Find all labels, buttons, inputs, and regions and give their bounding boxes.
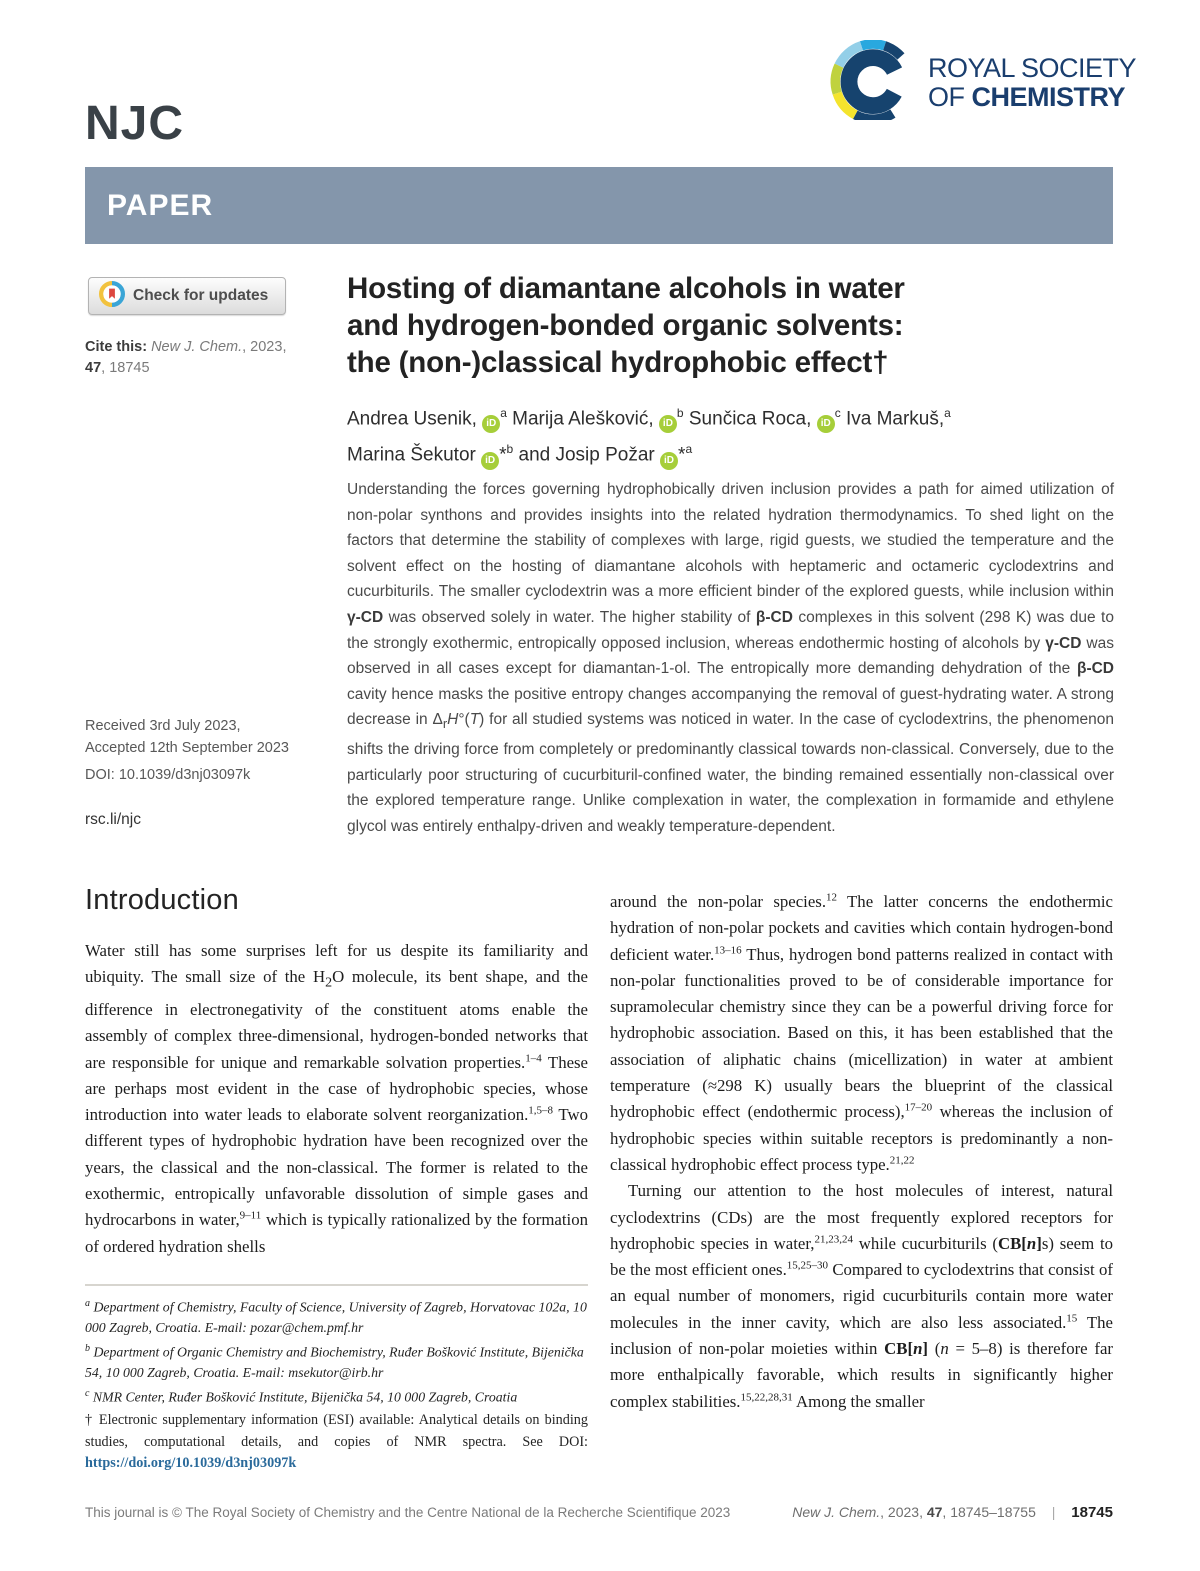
journal-url: rsc.li/njc xyxy=(85,811,141,828)
journal-logo: NJC xyxy=(85,97,185,150)
paper-banner xyxy=(85,167,1113,244)
esi-note: † Electronic supplementary information (ESI) available: Analytical details on binding studies, computational details, and copies of NMR spectra. See DOI: https://doi.org/10.1039/d3nj03097k xyxy=(85,1411,588,1472)
intro-column-right xyxy=(610,889,1113,1415)
author-list: Andrea Usenik, $iD^a$ Marija Alešković, $iD^b$ Sunčica Roca, $iD^c$ Iva Markuš,$^a$ Marina Šekutor iD *$^b$ and Josip Požar iD *$^a$ xyxy=(347,398,1122,471)
orcid-icon: iD xyxy=(659,415,677,433)
crossmark-icon xyxy=(99,281,125,312)
abstract: Understanding the forces governing hydrophobically driven inclusion provides a path for aimed utilization of non-polar synthons and provides insights into the related hydration thermodynamics. To shed light on the factors that determine the stability of complexes with large, rigid guests, we studied the temperature and the solvent effect on the hosting of diamantane alcohols with heptameric and octameric cyclodextrins and cucurbiturils. The smaller cyclodextrin was a more efficient binder of the explored guests, while inclusion within γ-CD was observed solely in water. The higher stability of β-CD complexes in this solvent (298 K) was due to the strongly exothermic, entropically opposed inclusion, whereas endothermic hosting of alcohols by γ-CD was observed in all cases except for diamantan-1-ol. The entropically more demanding dehydration of the β-CD cavity hence masks the positive entropy changes accompanying the removal of guest-hydrating water. A strong decrease in $\Delta_rH^\circ(T)$ for all studied systems was noticed in water. In the case of cyclodextrins, the phenomenon shifts the driving force from completely or predominantly classical towards non-classical. Conversely, due to the particularly poor structuring of cucurbituril-confined water, the binding remained essentially non-classical over the explored temperature range. Unlike complexation in water, the complexation in formamide and ethylene glycol was entirely enthalpy-driven and weakly temperature-dependent. xyxy=(347,481,1114,835)
check-for-updates-button[interactable] xyxy=(88,277,286,315)
affiliation-b: $^b$ Department of Organic Chemistry and Biochemistry, Ruđer Bošković Institute, Bijenička 54, 10 000 Zagreb, Croatia. E-mail: msekutor@irb.hr xyxy=(85,1342,584,1380)
intro-column-left: Water still has some surprises left for us despite its familiarity and ubiquity. The small size of the $H_2O$ molecule, its bent shape, and the difference in electronegativity of the constituent atoms enable the assembly of complex three-dimensional, hydrogen-bonded networks that are responsible for unique and remarkable solvation properties.$^{1-4}$ These are perhaps most evident in the case of hydrophobic species, whose introduction into water leads to elaborate solvent reorganization.$^{1,5-8}$ Two different types of hydrophobic hydration have been recognized over the years, the classical and the non-classical. The former is related to the exothermic, entropically unfavorable dissolution of simple gases and hydrocarbons in water,$^{9-11}$ which is typically rationalized by the formation of ordered hydration shells xyxy=(85,941,589,1256)
check-for-updates-label: Check for updates xyxy=(133,287,269,304)
paper-banner-label: PAPER xyxy=(107,188,214,222)
affiliation-a: $^a$ Department of Chemistry, Faculty of Science, University of Zagreb, Horvatovac 102a, 10 000 Zagreb, Croatia. E-mail: pozar@chem.pmf.hr xyxy=(85,1298,587,1336)
footnotes xyxy=(85,1294,588,1475)
rsc-logo-text: ROYAL SOCIETY OF CHEMISTRY xyxy=(928,52,1137,112)
rsc-roundel-icon xyxy=(826,40,920,125)
footnote-divider xyxy=(85,1284,588,1286)
received-accepted: Received 3rd July 2023, Accepted 12th September 2023 xyxy=(85,718,289,756)
intro-paragraph: Turning our attention to the host molecules of interest, natural cyclodextrins (CDs) are the most frequently explored receptors for hydrophobic species in water,$^{21,23,24}$ while cucurbiturils (CB[n]s) seem to be the most efficient ones.$^{15,25-30}$ Compared to cyclodextrins that consist of an equal number of monomers, rigid cucurbiturils contain more water molecules in the inner cavity, which are also less associated.$^{15}$ The inclusion of non-polar moieties within CB[n] (n = 5–8) is therefore far more enthalpically favorable, which results in significantly higher complex stabilities.$^{15,22,28,31}$ Among the smaller xyxy=(610,1181,1114,1411)
affiliation-c: $^c$ NMR Center, Ruđer Bošković Institute, Bijenička 54, 10 000 Zagreb, Croatia xyxy=(85,1387,518,1405)
orcid-icon: iD xyxy=(817,415,835,433)
orcid-icon: iD xyxy=(481,452,499,470)
rsc-logo xyxy=(826,40,1136,125)
intro-paragraph: around the non-polar species.$^{12}$ The latter concerns the endothermic hydration of non-polar pockets and cavities which contain hydrogen-bond deficient water.$^{13-16}$ Thus, hydrogen bond patterns realized in contact with non-polar functionalities proved to be of considerable importance for supramolecular chemistry since they can be a powerful driving force for hydrophobic association. Based on this, it has been established that the association of aliphatic chains (micellization) in water at ambient temperature (≈298 K) usually bears the blueprint of the classical hydrophobic effect (endothermic process),$^{17-20}$ whereas the inclusion of hydrophobic species within suitable receptors is predominantly a non-classical hydrophobic effect process type.$^{21,22}$ xyxy=(610,891,1113,1174)
page-footer xyxy=(85,1504,1113,1521)
esi-doi-link[interactable]: https://doi.org/10.1039/d3nj03097k xyxy=(85,1455,297,1472)
cite-this: Cite this: New J. Chem., 2023, 47, 18745 xyxy=(85,339,287,376)
section-heading-introduction: Introduction xyxy=(85,884,239,916)
doi: DOI: 10.1039/d3nj03097k xyxy=(85,767,251,783)
footer-copyright: This journal is © The Royal Society of Chemistry and the Centre National de la Recherche Scientifique 2023 xyxy=(85,1505,731,1520)
footer-citation: New J. Chem., 2023, 47, 18745–18755 | 18745 xyxy=(792,1504,1113,1521)
article-title: Hosting of diamantane alcohols in water and hydrogen-bonded organic solvents: the (non-)classical hydrophobic effect† xyxy=(347,272,905,379)
orcid-icon: iD xyxy=(482,415,500,433)
orcid-icon: iD xyxy=(660,452,678,470)
